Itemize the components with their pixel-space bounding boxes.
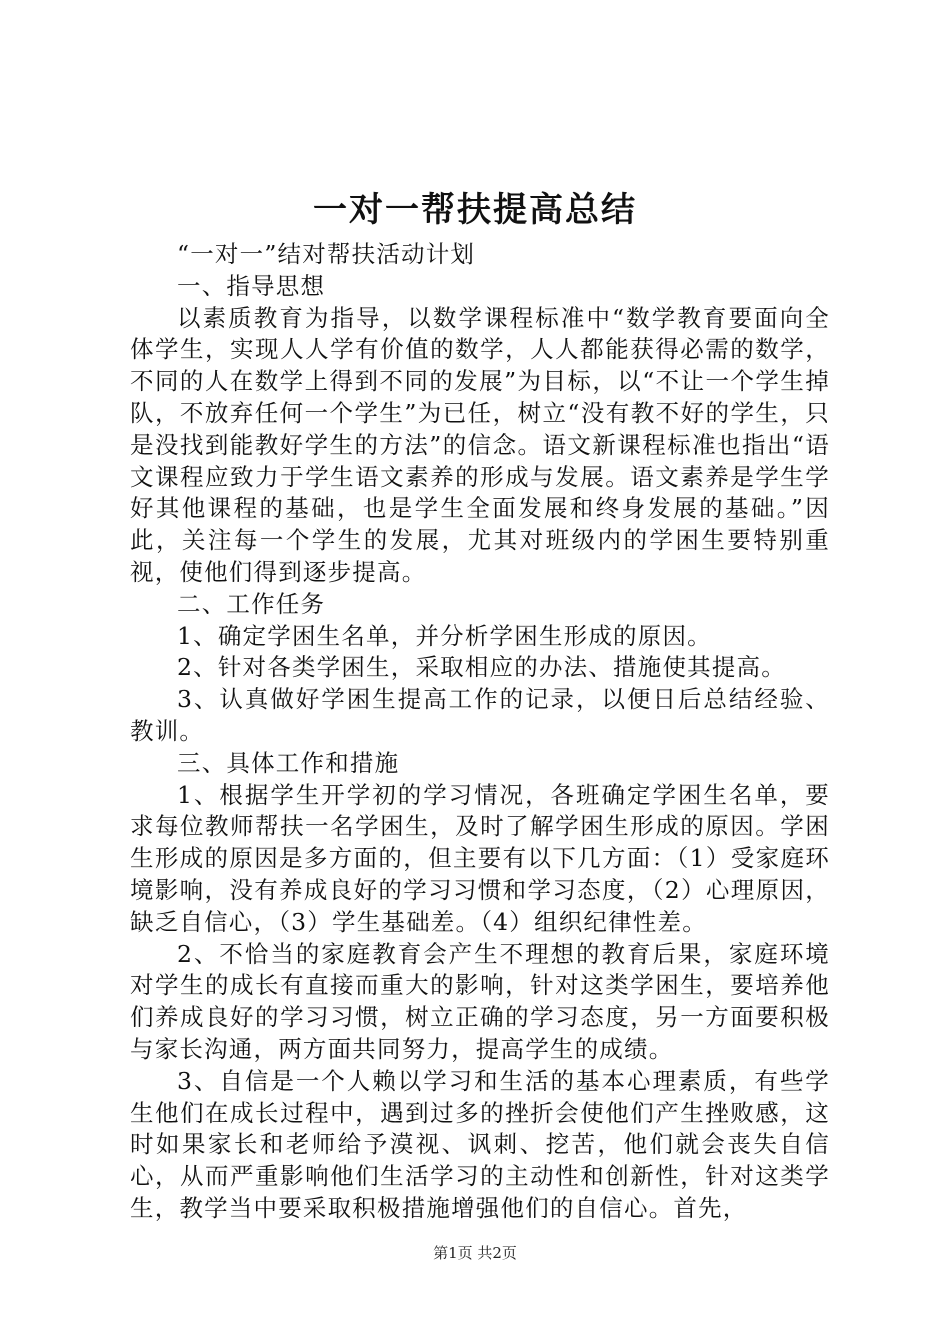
measure-item-3: 3、自信是一个人赖以学习和生活的基本心理素质，有些学生他们在成长过程中，遇到过多的挫折会使他们产生挫败感，这时如果家长和老师给予漠视、讽刺、挖苦，他们就会丧失自信心，从而严重影响他们生活学习的主动性和创新性，针对这类学生，教学当中要采取积极措施增强他们的自信心。首先， <box>130 1066 830 1222</box>
section-heading-measures: 三、具体工作和措施 <box>177 748 400 777</box>
task-item-1: 1、确定学困生名单，并分析学困生形成的原因。 <box>177 621 712 650</box>
section-heading-guiding-ideology: 一、指导思想 <box>177 271 326 300</box>
plan-heading: “一对一”结对帮扶活动计划 <box>177 240 476 268</box>
document-body <box>130 239 830 1225</box>
page-footer: 第1页 共2页 <box>433 1244 517 1262</box>
task-item-3: 3、认真做好学困生提高工作的记录，以便日后总结经验、教训。 <box>130 685 830 745</box>
document-title: 一对一帮扶提高总结 <box>313 190 637 230</box>
measure-item-2: 2、不恰当的家庭教育会产生不理想的教育后果，家庭环境对学生的成长有直接而重大的影响，针对这类学困生，要培养他们养成良好的学习习惯，树立正确的学习态度，另一方面要积极与家长沟通，两方面共同努力，提高学生的成绩。 <box>130 939 830 1063</box>
section-heading-work-tasks: 二、工作任务 <box>177 589 326 618</box>
paragraph-guiding-ideology: 以素质教育为指导，以数学课程标准中“数学教育要面向全体学生，实现人人学有价值的数学，人人都能获得必需的数学，不同的人在数学上得到不同的发展”为目标，以“不让一个学生掉队，不放弃任何一个学生”为已任，树立“没有教不好的学生，只是没找到能教好学生的方法”的信念。语文新课程标准也指出“语文课程应致力于学生语文素养的形成与发展。语文素养是学生学好其他课程的基础，也是学生全面发展和终身发展的基础。”因此，关注每一个学生的发展，尤其对班级内的学困生要特别重视，使他们得到逐步提高。 <box>130 303 830 586</box>
measure-item-1: 1、根据学生开学初的学习情况，各班确定学困生名单，要求每位教师帮扶一名学困生，及时了解学困生形成的原因。学困生形成的原因是多方面的，但主要有以下几方面：（1）受家庭环境影响，没有养成良好的学习习惯和学习态度，（2）心理原因，缺乏自信心，（3）学生基础差。（4）组织纪律性差。 <box>130 780 830 936</box>
task-item-2: 2、针对各类学困生，采取相应的办法、措施使其提高。 <box>177 653 786 682</box>
